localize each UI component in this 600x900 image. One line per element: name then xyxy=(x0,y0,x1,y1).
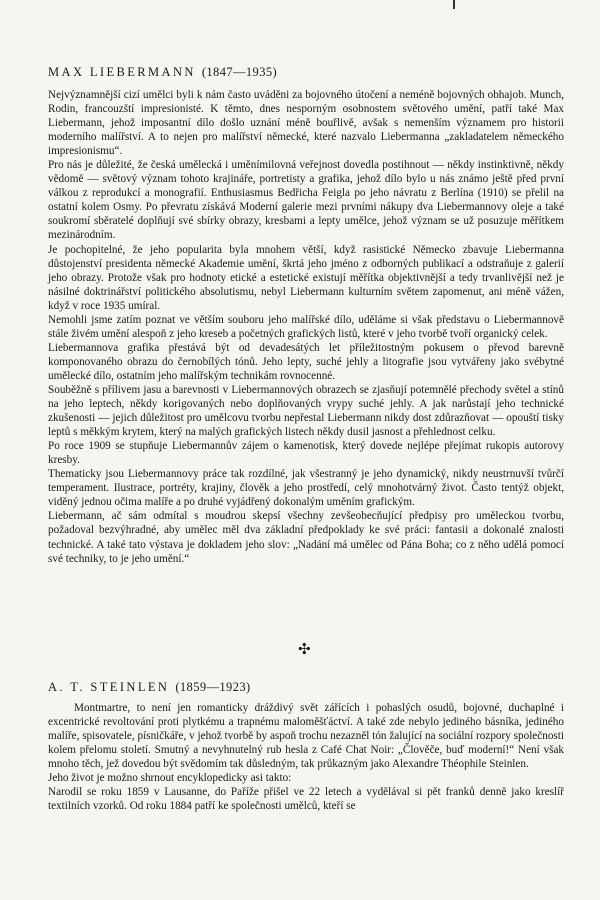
section-heading-steinlen xyxy=(48,680,251,695)
paragraph: Nejvýznamnější cizí umělci byli k nám často uváděni za bojovného útočení a neméně bojovných obhajob. Munch, Rodin, francouzští impresionisté. K těmto, dnes nesporným osobnostem světového umění, patří také Max Liebermann, jehož imposantní dílo došlo uznání méně bouřlivě, avšak s nemenším významem pro historii moderního malířství. A to nejen pro malířství německé, které nazvalo Liebermanna „zakladatelem německého impresionismu“. xyxy=(48,89,564,158)
paragraph: Nemohli jsme zatím poznat ve větším souboru jeho malířské dílo, uděláme si však představu o Liebermannově stále živém umění alespoň z jeho kreseb a početných grafických listů, které v jeho tvorbě tvoří organický celek. xyxy=(48,313,564,340)
paragraph: Je pochopitelné, že jeho popularita byla mnohem větší, když rasistické Německo zbavuje Liebermanna důstojenství presidenta německé Akademie umění, škrtá jeho jméno z odborných publikací a odstraňuje z galerií jeho obrazy. Protože však pro hodnoty etické a estetické existují měřítka objektivnější a tedy trvanlivější než je násilné doktrinářství politického absolutismu, nebyl Liebermann kulturním světem zapomenut, ani méně vážen, když v roce 1935 umíral. xyxy=(48,243,564,312)
paragraph: Montmartre, to není jen romanticky dráždivý svět zářících i pohaslých osudů, bojovné, duchaplné i excentrické revoltování proti plytkému a trapnému maloměšťáctví. A také zde nebylo jediného básníka, jediného malíře, spisovatele, písničkáře, v jehož tvorbě by aspoň trochu nezazněl tón žalující na sociální rozpory společnosti kolem přelomu století. Smutný a nevyhnutelný rub hesla z Café Chat Noir: „Člověče, buď moderní!“ Není však mnoho těch, jež dovedou být svědomím tak důsledným, tak průkazným jako Alexandre Théophile Steinlen. xyxy=(48,702,564,771)
paragraph: Souběžně s přílivem jasu a barevnosti v Liebermannových obrazech se zjasňují potemnělé přechody světel a stínů na jeho leptech, někdy korigovaných nebo doplňovaných vrypy suché jehly. A jak narůstají jeho technické zkušenosti — jejich důležitost pro umělcovu tvorbu nepřestal Liebermann nikdy dost zdůrazňovat — opouští tisky leptů s měkkým krytem, který na malých grafických listech někdy dusil jasnost a přehlednost celku. xyxy=(48,383,564,439)
artist-years: (1859—1923) xyxy=(175,680,251,694)
page-top-mark xyxy=(453,0,455,9)
book-page xyxy=(48,0,564,900)
paragraph: Jeho život je možno shrnout encyklopedicky asi takto: xyxy=(48,772,292,785)
paragraph: Liebermann, ač sám odmítal s moudrou skepsí všechny zevšeobecňující předpisy pro uměleckou tvorbu, požadoval bezvýhradné, aby umělec měl dva základní předpoklady ke své práci: fantasii a dokonalé znalosti technické. A také tato výstava je dokladem jeho slov: „Nadání má umělec od Pána Boha; co z něho udělá pomocí své techniky, to je jeho umění.“ xyxy=(48,510,564,565)
paragraph: Narodil se roku 1859 v Lausanne, do Paříže přišel ve 22 letech a vydělával si pět franků denně jako kreslíř textilních vzorků. Od roku 1884 patří ke společnosti umělců, kteří se xyxy=(48,786,564,813)
artist-name: A. T. STEINLEN xyxy=(48,680,170,694)
section-separator-ornament: ✣ xyxy=(298,642,311,658)
artist-years: (1847—1935) xyxy=(201,65,278,79)
paragraph: Pro nás je důležité, že česká umělecká i uměnímilovná veřejnost dovedla postihnout — někdy instinktivně, někdy vědomě — světový význam tohoto krajináře, portretisty a grafika, jehož dílo bylo u nás známo ještě před první válkou z reprodukcí a monografií. Enthusiasmus Bedřicha Feigla po jeho návratu z Berlína (1910) se přelil na ostatní kolem Osmy. Po převratu získává Moderní galerie mezi prvními nákupy dva Liebermannovy oleje a také soukromí sběratelé doplňují své sbírky obrazy, kresbami a lepty umělce, jehož význam se už posuzuje měřítkem mezinárodním. xyxy=(48,159,564,242)
paragraph: Thematicky jsou Liebermannovy práce tak rozdílné, jak všestranný je jeho dynamický, nikdy neustrnuvší tvůrčí temperament. Ilustrace, portréty, krajiny, člověk a jeho prostředí, celý mnohotvárný život. Často tentýž objekt, viděný jednou očima malíře a po druhé vyjádřený dokonalým uměním grafickým. xyxy=(48,468,564,509)
paragraph: Po roce 1909 se stupňuje Liebermannův zájem o kamenotisk, který dovede nejlépe přejímat rukopis autorovy kresby. xyxy=(48,440,564,467)
paragraph: Liebermannova grafika přestává být od devadesátých let příležitostným pokusem o převod barevně komponovaného obrazu do černobílých tónů. Jeho lepty, suché jehly a litografie jsou vytvářeny jako svébytné umělecké dílo, ostatním jeho malířským technikám rovnocenné. xyxy=(48,341,564,382)
section-liebermann-text xyxy=(48,88,564,566)
artist-name: MAX LIEBERMANN xyxy=(48,65,196,79)
section-steinlen-text xyxy=(48,701,564,813)
section-heading-liebermann xyxy=(48,65,277,80)
